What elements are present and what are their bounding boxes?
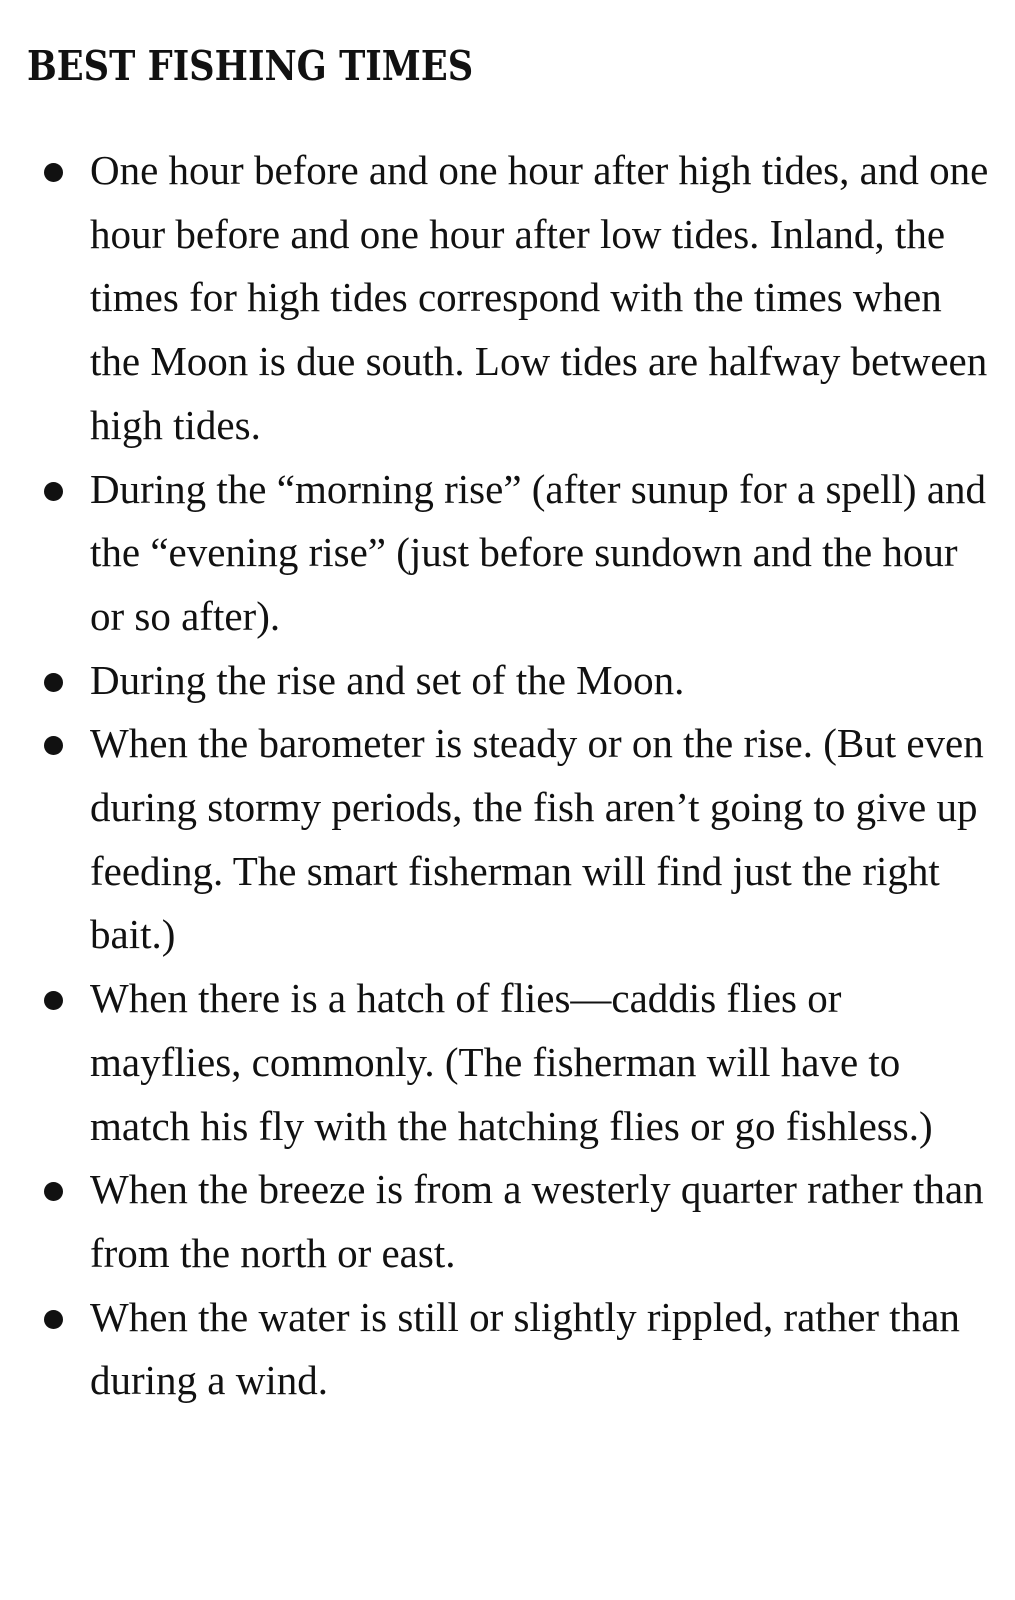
list-item: [90, 1158, 990, 1285]
list-item-text: One hour before and one hour after high tides, and one hour before and one hour after low tides. Inland, the times for high tides correspond with the times when the Moon is due south. Low tides are halfway between high tides.: [90, 147, 989, 448]
list-item-text: When the water is still or slightly rippled, rather than during a wind.: [90, 1293, 960, 1404]
list-item: [90, 967, 990, 1158]
list-item-text: When there is a hatch of flies—caddis flies or mayflies, commonly. (The fisherman will have to match his fly with the hatching flies or go fishless.): [90, 975, 933, 1149]
list-item: [90, 649, 990, 713]
list-item: [90, 712, 990, 967]
fishing-times-list: [90, 139, 990, 1413]
list-item: [90, 458, 990, 649]
list-item-text: When the breeze is from a westerly quarter rather than from the north or east.: [90, 1166, 984, 1276]
list-item-text: During the “morning rise” (after sunup for a spell) and the “evening rise” (just before sundown and the hour or so after).: [90, 465, 987, 639]
bullet-icon: [44, 673, 63, 692]
list-item: [90, 139, 990, 458]
bullet-icon: [44, 163, 63, 182]
page-title: BEST FISHING TIMES: [27, 42, 474, 90]
bullet-icon: [44, 1182, 63, 1201]
list-item-text: When the barometer is steady or on the rise. (But even during stormy periods, the fish aren’t going to give up feeding. The smart fisherman will find just the right bait.): [90, 720, 984, 958]
list-item: [90, 1286, 990, 1413]
bullet-icon: [44, 736, 63, 755]
bullet-icon: [44, 991, 63, 1010]
list-item-text: During the rise and set of the Moon.: [90, 656, 685, 703]
bullet-icon: [44, 1310, 63, 1329]
bullet-icon: [44, 482, 63, 501]
